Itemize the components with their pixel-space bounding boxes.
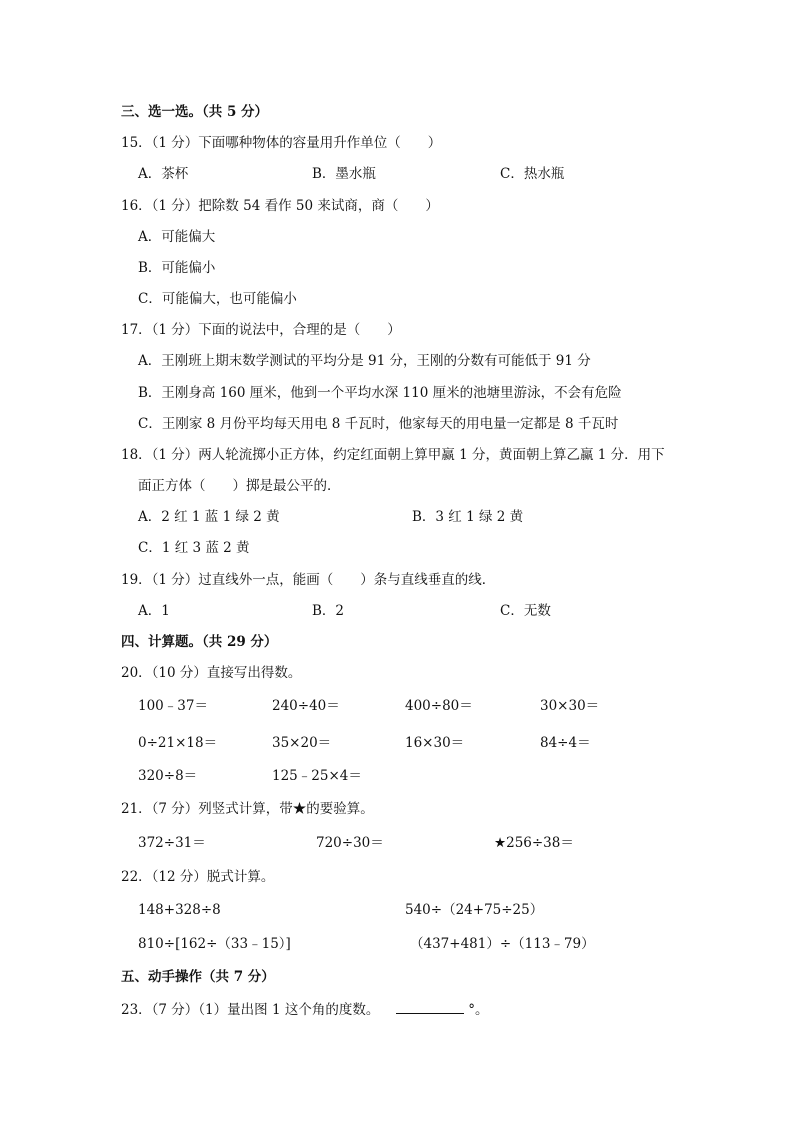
q20-item: 240÷40＝: [272, 698, 340, 714]
q20-item: 16×30＝: [405, 735, 465, 751]
question-23-prefix: 23．（7 分）（1）量出图 1 这个角的度数。: [121, 1002, 380, 1018]
question-18-option-a: A．2 红 1 蓝 1 绿 2 黄: [138, 509, 280, 525]
question-16-option-c: C．可能偏大，也可能偏小: [138, 291, 297, 307]
section-3-heading: 三、选一选。（共 5 分）: [121, 104, 269, 120]
question-17-option-a: A．王刚班上期末数学测试的平均分是 91 分，王刚的分数有可能低于 91 分: [138, 353, 591, 369]
q20-item: 320÷8＝: [138, 768, 198, 784]
question-15-option-c: C．热水瓶: [500, 166, 565, 182]
section-4-heading: 四、计算题。（共 29 分）: [121, 634, 278, 650]
question-17-option-b: B．王刚身高 160 厘米，他到一个平均水深 110 厘米的池塘里游泳，不会有危险: [138, 385, 622, 401]
question-19-option-b: B．2: [312, 603, 345, 619]
question-23-unit: °。: [468, 1002, 489, 1018]
q20-item: 30×30＝: [540, 698, 600, 714]
q20-item: 0÷21×18＝: [138, 735, 218, 751]
question-15-stem: 15．（1 分）下面哪种物体的容量用升作单位（ ）: [121, 135, 442, 151]
q22-item: （437+481）÷（113﹣79）: [410, 936, 595, 952]
q21-item: ★256÷38＝: [494, 835, 574, 851]
q20-item: 84÷4＝: [540, 735, 591, 751]
question-20-stem: 20．（10 分）直接写出得数。: [121, 665, 302, 681]
question-22-stem: 22．（12 分）脱式计算。: [121, 869, 275, 885]
q20-item: 400÷80＝: [405, 698, 473, 714]
q22-item: 810÷[162÷（33﹣15）]: [138, 936, 291, 952]
question-19-option-a: A．1: [138, 603, 170, 619]
q21-item: 372÷31＝: [138, 835, 206, 851]
q20-item: 35×20＝: [272, 735, 332, 751]
question-17-stem: 17．（1 分）下面的说法中，合理的是（ ）: [121, 322, 401, 338]
question-15-option-a: A．茶杯: [138, 166, 189, 182]
question-18-stem-line2: 面正方体（ ）掷是最公平的．: [138, 478, 341, 494]
question-18-stem-line1: 18．（1 分）两人轮流掷小正方体，约定红面朝上算甲赢 1 分，黄面朝上算乙赢 1 分．用下: [121, 447, 665, 463]
answer-blank[interactable]: [396, 1000, 464, 1014]
q22-item: 148+328÷8: [138, 902, 221, 918]
question-19-option-c: C．无数: [500, 603, 551, 619]
question-21-stem: 21．（7 分）列竖式计算，带★的要验算。: [121, 801, 374, 817]
question-18-option-b: B．3 红 1 绿 2 黄: [412, 509, 524, 525]
question-16-option-a: A．可能偏大: [138, 229, 216, 245]
q20-item: 100﹣37＝: [138, 698, 208, 714]
question-17-option-c: C．王刚家 8 月份平均每天用电 8 千瓦时，他家每天的用电量一定都是 8 千瓦时: [138, 416, 619, 432]
q22-item: 540÷（24+75÷25）: [405, 902, 544, 918]
question-23-stem: [121, 1000, 488, 1019]
question-16-stem: 16．（1 分）把除数 54 看作 50 来试商，商（ ）: [121, 198, 439, 214]
question-16-option-b: B．可能偏小: [138, 260, 216, 276]
section-5-heading: 五、动手操作（共 7 分）: [121, 969, 275, 985]
q21-item: 720÷30＝: [316, 835, 384, 851]
q20-item: 125﹣25×4＝: [272, 768, 362, 784]
question-18-option-c: C．1 红 3 蓝 2 黄: [138, 540, 250, 556]
question-15-option-b: B．墨水瓶: [312, 166, 376, 182]
question-19-stem: 19．（1 分）过直线外一点，能画（ ）条与直线垂直的线．: [121, 572, 496, 588]
